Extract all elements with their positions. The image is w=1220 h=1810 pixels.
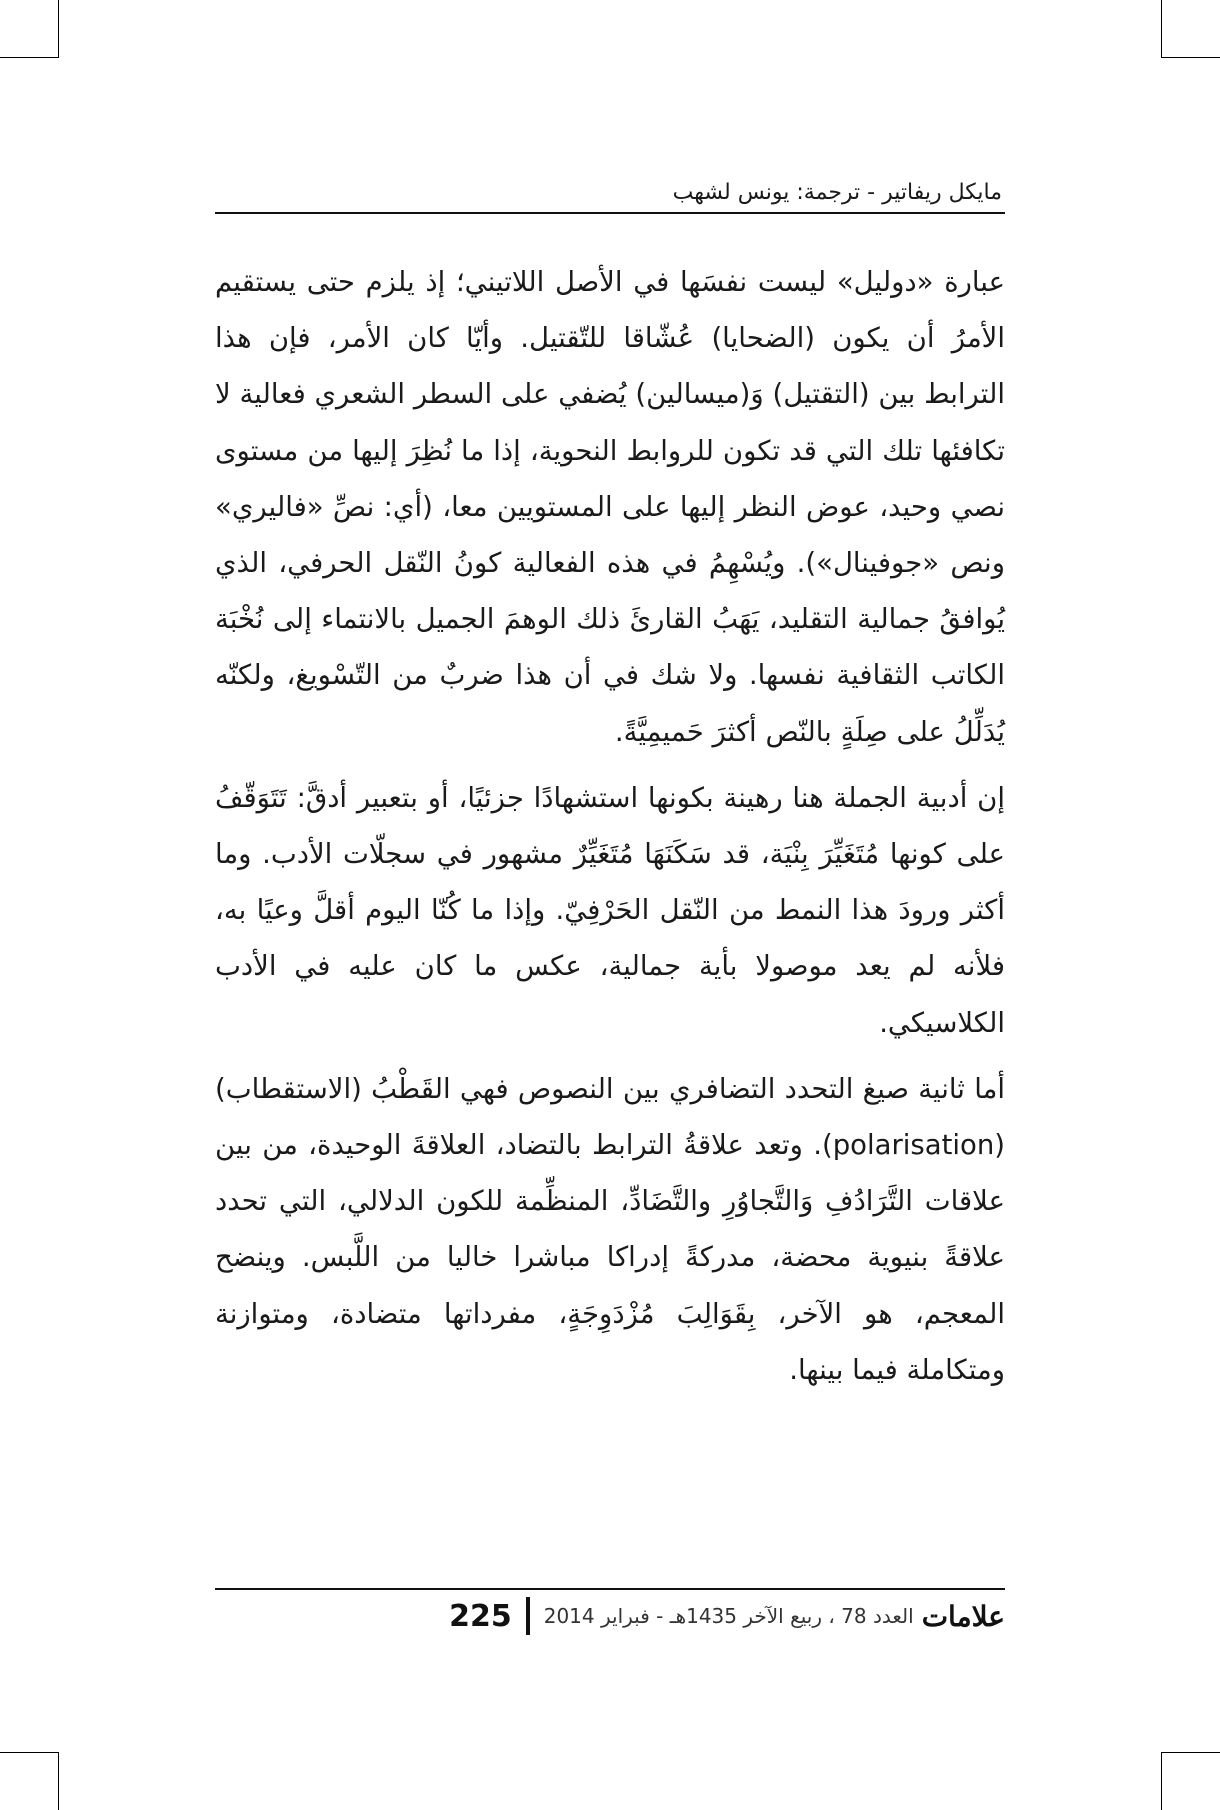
page-footer bbox=[215, 1594, 1005, 1638]
running-head: مايكل ريفاتير - ترجمة: يونس لشهب bbox=[672, 180, 1002, 205]
footer-rule bbox=[215, 1588, 1005, 1590]
paragraph: أما ثانية صيغ التحدد التضافري بين النصوص فهي القَطْبُ (الاستقطاب) (polarisation). وتعد علاقةُ الترابط بالتضاد، العلاقةَ الوحيدة، من بين علاقات التَّرَادُفِ وَالتَّجاوُرِ والتَّضَادِّ، المنظِّمة للكون الدلالي، التي تحدد علاقةً بنيوية محضة، مدركةً إدراكا مباشرا خاليا من اللَّبس. وينضح المعجم، هو الآخر، بِقَوَالِبَ مُزْدَوِجَةٍ، مفرداتها متضادة، ومتوازنة ومتكاملة فيما بينها. bbox=[215, 1072, 1005, 1386]
crop-mark bbox=[0, 57, 58, 58]
journal-logo: علامات bbox=[921, 1599, 1005, 1633]
crop-mark bbox=[1161, 1752, 1162, 1810]
page-number: 225 bbox=[449, 1598, 512, 1634]
paragraph: عبارة «دوليل» ليست نفسَها في الأصل اللاتيني؛ إذ يلزم حتى يستقيم الأمرُ أن يكون (الضحايا) عُشّاقا للتّقتيل. وأيّا كان الأمر، فإن هذا الترابط بين (التقتيل) وَ(ميسالين) يُضفي على السطر الشعري فعالية لا تكافئها تلك التي قد تكون للروابط النحوية، إذا ما نُظِرَ إليها من مستوى نصي وحيد، عوض النظر إليها على المستويين معا، (أي: نصِّ «فاليري» ونص «جوفينال»). ويُسْهِمُ في هذه الفعالية كونُ النّقل الحرفي، الذي يُوافقُ جمالية التقليد، يَهَبُ القارئَ ذلك الوهمَ الجميل بالانتماء إلى نُخْبَة الكاتب الثقافية نفسها. ولا شك في أن هذا ضربٌ من التّسْويغ، ولكنّه يُدَلِّلُ على صِلَةٍ بالنّص أكثرَ حَميمِيَّةً. bbox=[215, 266, 1005, 748]
footer-divider bbox=[526, 1597, 530, 1635]
article-body bbox=[215, 254, 1005, 1398]
crop-mark bbox=[58, 1752, 59, 1810]
header-rule bbox=[215, 212, 1005, 214]
crop-mark bbox=[58, 0, 59, 58]
paragraph: إن أدبية الجملة هنا رهينة بكونها استشهادًا جزئيًا، أو بتعبير أدقَّ: تَتَوَقّفُ على كونها مُتَغَيِّرَ بِنْيَة، قد سَكَنَهَا مُتَغَيِّرٌ مشهور في سجلّات الأدب. وما أكثر ورودَ هذا النمط من النّقل الحَرْفِيّ. وإذا ما كُنّا اليوم أقلَّ وعيًا به، فلأنه لم يعد موصولا بأية جمالية، عكس ما كان عليه في الأدب الكلاسيكي. bbox=[215, 781, 1005, 1039]
crop-mark bbox=[0, 1752, 58, 1753]
crop-mark bbox=[1161, 0, 1162, 58]
crop-mark bbox=[1162, 57, 1220, 58]
crop-mark bbox=[1162, 1752, 1220, 1753]
issue-info: العدد 78 ، ربيع الآخر 1435هـ - فبراير 2014 bbox=[543, 1604, 914, 1628]
